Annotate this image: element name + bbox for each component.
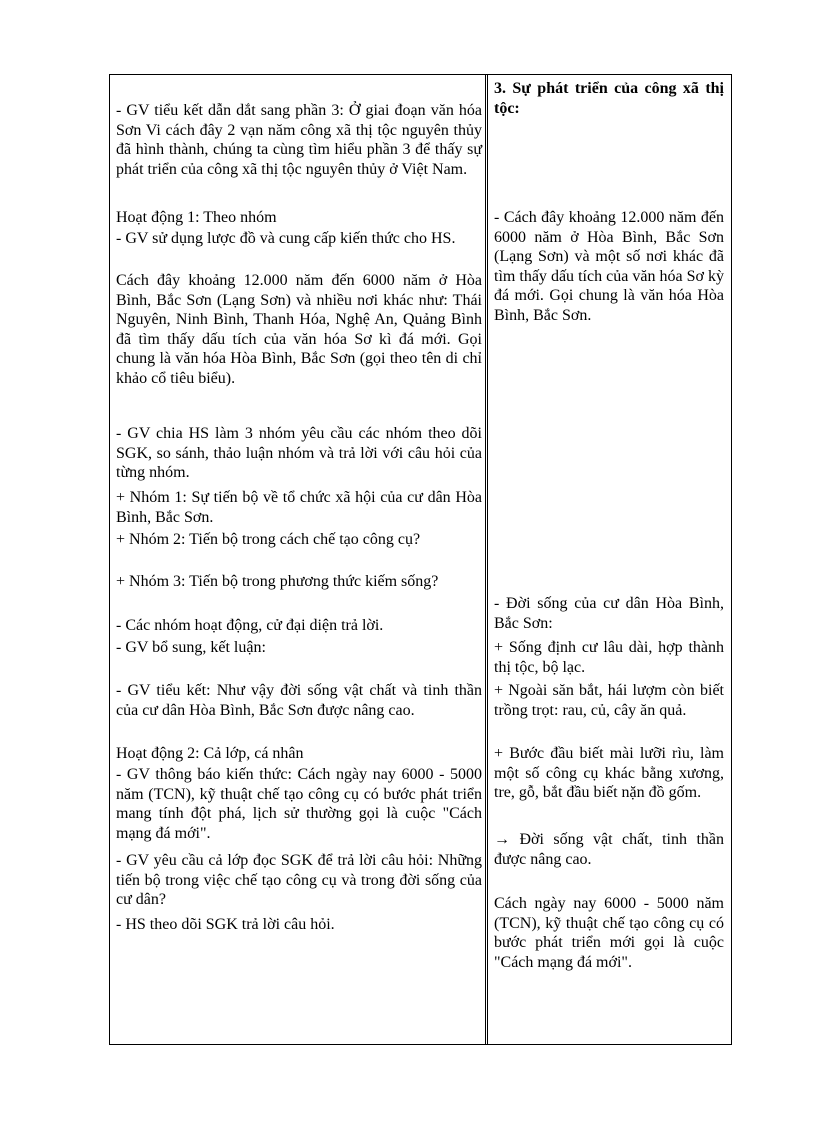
neolithic-revolution-paragraph: - GV thông báo kiến thức: Cách ngày nay 6000 - 5000 năm (TCN), kỹ thuật chế tạo công cụ có bước phát triển mang tính đột phá, lịch sử thường gọi là cuộc "Cách mạng đá mới". <box>116 766 482 842</box>
lesson-table <box>109 74 732 1045</box>
activity-2-heading: Hoạt động 2: Cả lớp, cá nhân <box>116 745 304 762</box>
hoa-binh-summary: - Cách đây khoảng 12.000 năm đến 6000 năm ở Hòa Bình, Bắc Sơn (Lạng Sơn) và một số nơi khác đã tìm thấy dấu tích của văn hóa Sơ kỳ đá mới. Gọi chung là văn hóa Hòa Bình, Bắc Sơn. <box>494 209 724 324</box>
summary-paragraph: - GV tiểu kết: Như vậy đời sống vật chất và tinh thần của cư dân Hòa Bình, Bắc Sơn được nâng cao. <box>116 682 482 719</box>
life-improved-point: → Đời sống vật chất, tinh thần được nâng cao. <box>494 831 724 868</box>
group-1-question: + Nhóm 1: Sự tiến bộ về tổ chức xã hội của cư dân Hòa Bình, Bắc Sơn. <box>116 489 482 526</box>
group-3-question: + Nhóm 3: Tiến bộ trong phương thức kiếm sống? <box>116 573 439 590</box>
life-heading: - Đời sống của cư dân Hòa Bình, Bắc Sơn: <box>494 595 724 632</box>
student-answer-paragraph: - HS theo dõi SGK trả lời câu hỏi. <box>116 916 335 933</box>
section-3-heading: 3. Sự phát triển của công xã thị tộc: <box>494 80 724 117</box>
tools-point: + Bước đầu biết mài lưỡi rìu, làm một số công cụ khác bằng xương, tre, gỗ, bắt đầu biết nặn đồ gốm. <box>494 745 724 801</box>
class-question-paragraph: - GV yêu cầu cả lớp đọc SGK để trả lời câu hỏi: Những tiến bộ trong việc chế tạo công cụ và trong đời sống của cư dân? <box>116 852 482 908</box>
hoa-binh-paragraph: Cách đây khoảng 12.000 năm đến 6000 năm ở Hòa Bình, Bắc Sơn (Lạng Sơn) và nhiều nơi khác như: Thái Nguyên, Ninh Bình, Thanh Hóa, Nghệ An, Quảng Bình đã tìm thấy dấu tích của văn hóa Sơ kì đá mới. Gọi chung là văn hóa Hòa Bình, Bắc Sơn (gọi theo tên di chỉ khảo cổ tiêu biểu). <box>116 272 482 387</box>
group-2-question: + Nhóm 2: Tiến bộ trong cách chế tạo công cụ? <box>116 531 421 548</box>
neolithic-revolution-summary: Cách ngày nay 6000 - 5000 năm (TCN), kỹ thuật chế tạo công cụ có bước phát triển mới gọi là cuộc "Cách mạng đá mới". <box>494 895 724 971</box>
groups-report-paragraph: - Các nhóm hoạt động, cử đại diện trả lời. <box>116 617 384 634</box>
knowledge-column <box>488 75 731 1044</box>
settlement-point: + Sống định cư lâu dài, hợp thành thị tộc, bộ lạc. <box>494 639 724 676</box>
group-task-paragraph: - GV chia HS làm 3 nhóm yêu cầu các nhóm theo dõi SGK, so sánh, thảo luận nhóm và trả lời với câu hỏi của từng nhóm. <box>116 425 482 481</box>
activity-1-heading: Hoạt động 1: Theo nhóm <box>116 209 277 226</box>
farming-point: + Ngoài săn bắt, hái lượm còn biết trồng trọt: rau, củ, cây ăn quả. <box>494 682 724 719</box>
teacher-map-paragraph: - GV sử dụng lược đồ và cung cấp kiến thức cho HS. <box>116 230 456 247</box>
intro-paragraph: - GV tiểu kết dẫn dắt sang phần 3: Ở giai đoạn văn hóa Sơn Vi cách đây 2 vạn năm công xã thị tộc nguyên thủy đã hình thành, chúng ta cùng tìm hiểu phần 3 để thấy sự phát triển của công xã thị tộc nguyên thủy ở Việt Nam. <box>116 102 482 178</box>
teacher-activity-column <box>110 75 488 1044</box>
teacher-conclusion-paragraph: - GV bổ sung, kết luận: <box>116 639 266 656</box>
